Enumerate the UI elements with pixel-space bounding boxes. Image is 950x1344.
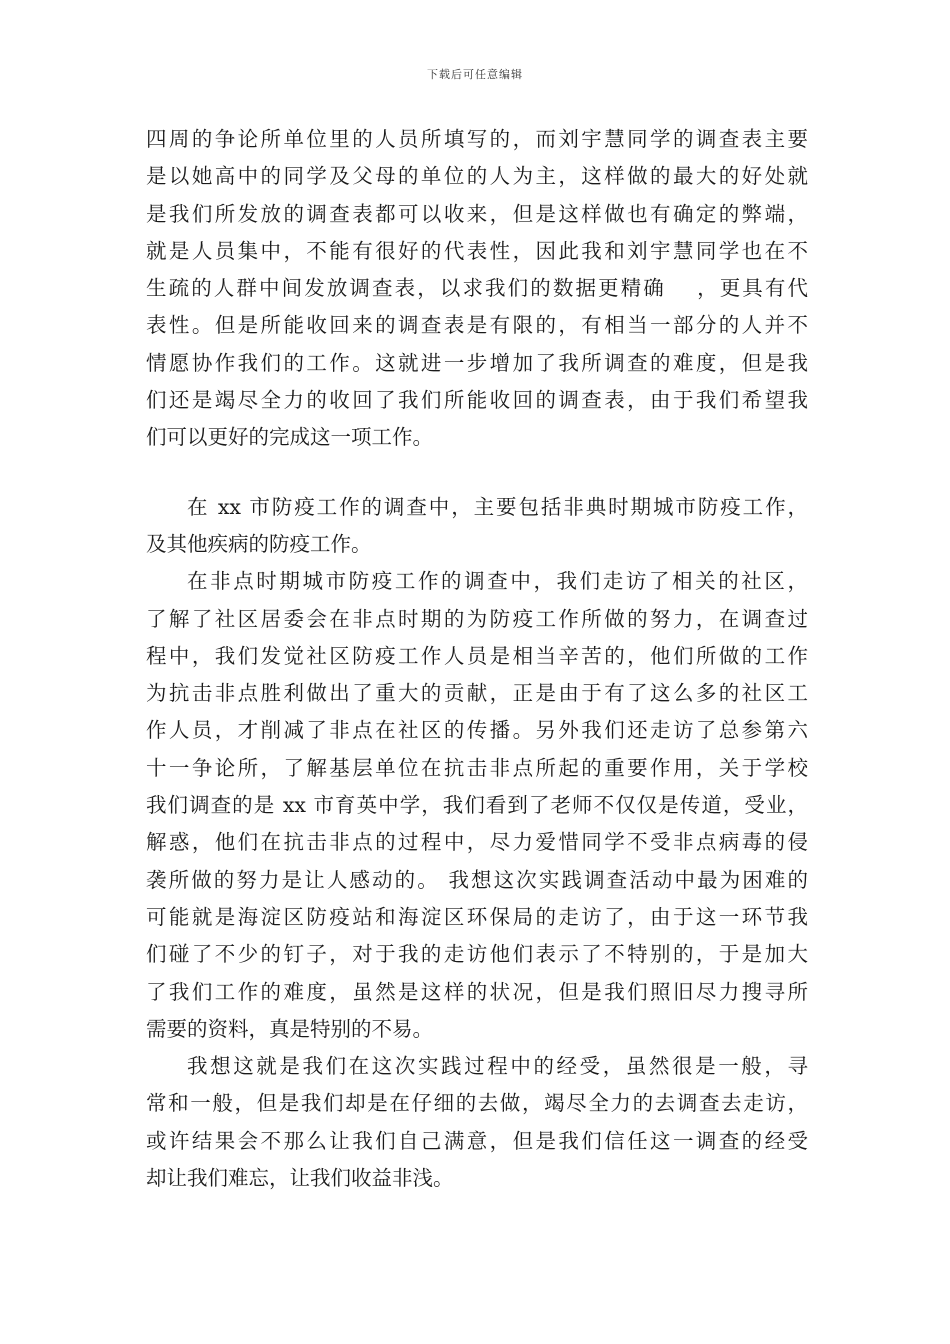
text-line: 常和一般，但是我们却是在仔细的去做，竭尽全力的去调查去走访，: [146, 1091, 808, 1116]
text-line: 我想这就是我们在这次实践过程中的经受，虽然很是一般，寻: [187, 1054, 808, 1079]
text-line: 们可以更好的完成这一项工作。: [146, 425, 433, 450]
paragraph-1: [146, 121, 808, 457]
text-line: 是以她高中的同学及父母的单位的人为主，这样做的最大的好处就: [146, 164, 808, 189]
text-line: 袭所做的努力是让人感动的。 我想这次实践调查活动中最为困难的: [146, 867, 808, 892]
text-line: 们碰了不少的钉子，对于我的走访他们表示了不特别的，于是加大: [146, 942, 808, 967]
paragraph-spacer: [146, 457, 808, 489]
text-line: 了解了社区居委会在非点时期的为防疫工作所做的努力，在调查过: [146, 606, 808, 631]
text-line: 需要的资料，真是特别的不易。: [146, 1016, 433, 1041]
text-line: 作人员，才削减了非点在社区的传播。另外我们还走访了总参第六: [146, 718, 808, 743]
text-line: 就是人员集中，不能有很好的代表性，因此我和刘宇慧同学也在不: [146, 238, 808, 263]
text-line: 们还是竭尽全力的收回了我们所能收回的调查表，由于我们希望我: [146, 388, 808, 413]
text-line: 及其他疾病的防疫工作。: [146, 531, 372, 556]
paragraph-3: [146, 563, 808, 1048]
text-line: 了我们工作的难度，虽然是这样的状况，但是我们照旧尽力搜寻所: [146, 979, 808, 1004]
text-line: 我们调查的是 xx 市育英中学，我们看到了老师不仅仅是传道，受业，: [146, 793, 808, 818]
text-line: 是我们所发放的调查表都可以收来，但是这样做也有确定的弊端，: [146, 201, 808, 226]
text-line: 在非点时期城市防疫工作的调查中，我们走访了相关的社区，: [187, 569, 808, 594]
text-line: 却让我们难忘，让我们收益非浅。: [146, 1166, 454, 1191]
paragraph-2: [146, 489, 808, 564]
text-line: 表性。但是所能收回来的调查表是有限的，有相当一部分的人并不: [146, 313, 808, 338]
text-line: 四周的争论所单位里的人员所填写的，而刘宇慧同学的调查表主要: [146, 127, 808, 151]
text-line: 程中，我们发觉社区防疫工作人员是相当辛苦的，他们所做的工作: [146, 643, 808, 668]
text-line: 十一争论所，了解基层单位在抗击非点所起的重要作用，关于学校: [146, 755, 808, 780]
text-line: 为抗击非点胜利做出了重大的贡献，正是由于有了这么多的社区工: [146, 681, 808, 706]
text-line: 可能就是海淀区防疫站和海淀区环保局的走访了，由于这一环节我: [146, 904, 808, 929]
text-line: 在 xx 市防疫工作的调查中，主要包括非典时期城市防疫工作，: [187, 494, 808, 519]
text-line: 生疏的人群中间发放调查表，以求我们的数据更精确 ，更具有代: [146, 276, 808, 301]
text-line: 情愿协作我们的工作。这就进一步增加了我所调查的难度，但是我: [146, 350, 808, 375]
document-body: [146, 121, 808, 1197]
paragraph-4: [146, 1048, 808, 1197]
text-line: 或许结果会不那么让我们自己满意，但是我们信任这一调查的经受: [146, 1128, 808, 1153]
text-line: 解惑，他们在抗击非点的过程中，尽力爱惜同学不受非点病毒的侵: [146, 830, 808, 855]
page-header: 下载后可任意编辑: [427, 68, 523, 81]
